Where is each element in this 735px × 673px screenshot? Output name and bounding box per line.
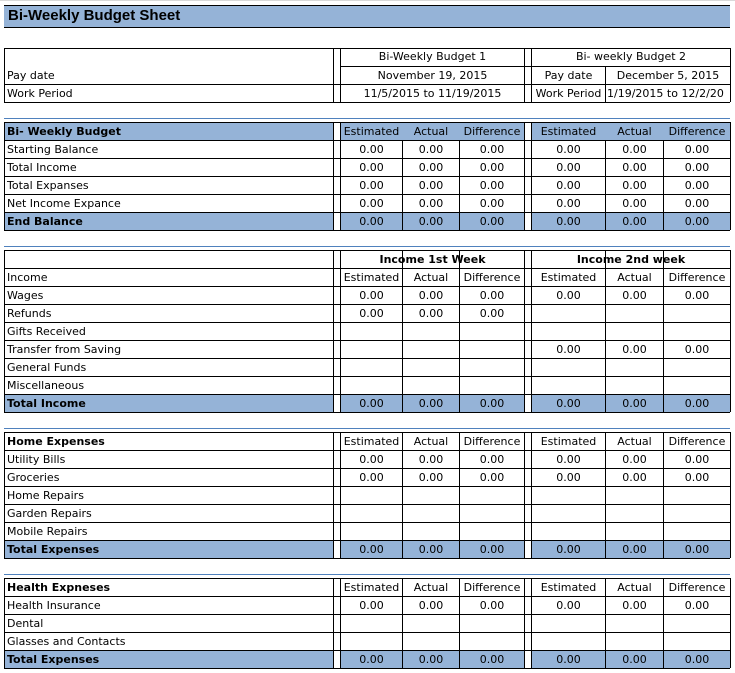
value-cell[interactable]: 0.00 bbox=[684, 289, 710, 302]
value-cell[interactable]: 0.00 bbox=[418, 197, 444, 210]
total-value[interactable]: 0.00 bbox=[606, 395, 663, 412]
row-label[interactable]: Gifts Received bbox=[7, 325, 86, 338]
value-cell[interactable]: 0.00 bbox=[556, 471, 581, 484]
value-cell[interactable]: 0.00 bbox=[684, 599, 710, 612]
pay-date-label-2[interactable]: Pay date bbox=[544, 69, 593, 82]
value-cell[interactable]: 0.00 bbox=[359, 453, 384, 466]
row-label[interactable]: Groceries bbox=[7, 471, 60, 484]
row-label[interactable]: Home Repairs bbox=[7, 489, 84, 502]
total-value[interactable]: 0.00 bbox=[403, 541, 459, 558]
total-label[interactable]: End Balance bbox=[5, 213, 333, 230]
value-cell[interactable]: 0.00 bbox=[556, 453, 581, 466]
value-cell[interactable]: 0.00 bbox=[556, 143, 581, 156]
value-cell[interactable]: 0.00 bbox=[479, 289, 505, 302]
value-cell[interactable]: 0.00 bbox=[479, 179, 505, 192]
value-cell[interactable]: 0.00 bbox=[556, 343, 581, 356]
row-label[interactable]: Transfer from Saving bbox=[7, 343, 122, 356]
row-label[interactable]: Mobile Repairs bbox=[7, 525, 88, 538]
column-header-estimated[interactable]: Estimated bbox=[343, 271, 400, 284]
work-period-2[interactable]: 1/19/2015 to 12/2/20 bbox=[607, 87, 724, 100]
value-cell[interactable]: 0.00 bbox=[418, 471, 444, 484]
value-cell[interactable]: 0.00 bbox=[359, 289, 384, 302]
total-value[interactable]: 0.00 bbox=[460, 651, 524, 668]
value-cell[interactable]: 0.00 bbox=[556, 289, 581, 302]
section-title[interactable]: Health Expneses bbox=[7, 581, 111, 594]
value-cell[interactable]: 0.00 bbox=[684, 197, 710, 210]
total-value[interactable]: 0.00 bbox=[403, 213, 459, 230]
column-header-estimated[interactable]: Estimated bbox=[540, 435, 597, 448]
row-label[interactable]: Starting Balance bbox=[7, 143, 99, 156]
total-value[interactable]: 0.00 bbox=[606, 213, 663, 230]
gridline bbox=[0, 0, 735, 1]
row-label[interactable]: Net Income Expance bbox=[7, 197, 121, 210]
column-header-difference[interactable]: Difference bbox=[668, 435, 726, 448]
value-cell[interactable]: 0.00 bbox=[418, 599, 444, 612]
value-cell[interactable]: 0.00 bbox=[622, 197, 647, 210]
row-label[interactable]: Health Insurance bbox=[7, 599, 101, 612]
column-header-actual[interactable]: Actual bbox=[617, 271, 652, 284]
value-cell[interactable]: 0.00 bbox=[556, 197, 581, 210]
column-header-actual[interactable]: Actual bbox=[617, 125, 652, 138]
total-value[interactable]: 0.00 bbox=[606, 651, 663, 668]
sheet-title[interactable]: Bi-Weekly Budget Sheet bbox=[4, 5, 730, 27]
column-header-actual[interactable]: Actual bbox=[617, 435, 652, 448]
total-label[interactable]: Total Expenses bbox=[5, 541, 333, 558]
column-header-actual[interactable]: Actual bbox=[413, 125, 449, 138]
column-header-estimated[interactable]: Estimated bbox=[343, 581, 400, 594]
value-cell[interactable]: 0.00 bbox=[418, 143, 444, 156]
column-header-estimated[interactable]: Estimated bbox=[540, 271, 597, 284]
column-header-estimated[interactable]: Estimated bbox=[343, 125, 400, 138]
section-title[interactable]: Home Expenses bbox=[7, 435, 105, 448]
week2-header[interactable]: Income 2nd week bbox=[576, 253, 686, 266]
total-value[interactable]: 0.00 bbox=[532, 541, 605, 558]
value-cell[interactable]: 0.00 bbox=[479, 599, 505, 612]
value-cell[interactable]: 0.00 bbox=[359, 197, 384, 210]
total-value[interactable]: 0.00 bbox=[664, 395, 730, 412]
column-header-estimated[interactable]: Estimated bbox=[540, 125, 597, 138]
work-period-label[interactable]: Work Period bbox=[7, 87, 73, 100]
column-header-actual[interactable]: Actual bbox=[617, 581, 652, 594]
total-value[interactable]: 0.00 bbox=[664, 651, 730, 668]
value-cell[interactable]: 0.00 bbox=[622, 599, 647, 612]
value-cell[interactable]: 0.00 bbox=[359, 307, 384, 320]
row-label[interactable]: General Funds bbox=[7, 361, 87, 374]
row-label[interactable]: Dental bbox=[7, 617, 44, 630]
row-label[interactable]: Wages bbox=[7, 289, 44, 302]
total-value[interactable]: 0.00 bbox=[460, 541, 524, 558]
column-header-estimated[interactable]: Estimated bbox=[343, 435, 400, 448]
value-cell[interactable]: 0.00 bbox=[684, 471, 710, 484]
value-cell[interactable]: 0.00 bbox=[359, 471, 384, 484]
total-value[interactable]: 0.00 bbox=[664, 213, 730, 230]
total-label[interactable]: Total Expenses bbox=[5, 651, 333, 668]
total-value[interactable]: 0.00 bbox=[341, 395, 402, 412]
value-cell[interactable]: 0.00 bbox=[479, 307, 505, 320]
value-cell[interactable]: 0.00 bbox=[418, 179, 444, 192]
column-header-difference[interactable]: Difference bbox=[668, 125, 726, 138]
value-cell[interactable]: 0.00 bbox=[418, 289, 444, 302]
column-header-estimated[interactable]: Estimated bbox=[540, 581, 597, 594]
value-cell[interactable]: 0.00 bbox=[684, 179, 710, 192]
total-value[interactable]: 0.00 bbox=[403, 651, 459, 668]
row-label[interactable]: Total Income bbox=[7, 161, 77, 174]
total-value[interactable]: 0.00 bbox=[341, 651, 402, 668]
value-cell[interactable]: 0.00 bbox=[622, 471, 647, 484]
row-label[interactable]: Refunds bbox=[7, 307, 52, 320]
total-value[interactable]: 0.00 bbox=[664, 541, 730, 558]
row-label[interactable]: Miscellaneous bbox=[7, 379, 85, 392]
work-period-1[interactable]: 11/5/2015 to 11/19/2015 bbox=[363, 87, 502, 100]
total-label[interactable]: Total Income bbox=[5, 395, 333, 412]
pay-date-2[interactable]: December 5, 2015 bbox=[616, 69, 720, 82]
total-value[interactable]: 0.00 bbox=[341, 541, 402, 558]
value-cell[interactable]: 0.00 bbox=[418, 161, 444, 174]
value-cell[interactable]: 0.00 bbox=[556, 161, 581, 174]
value-cell[interactable]: 0.00 bbox=[622, 143, 647, 156]
value-cell[interactable]: 0.00 bbox=[479, 143, 505, 156]
total-value[interactable]: 0.00 bbox=[532, 213, 605, 230]
value-cell[interactable]: 0.00 bbox=[479, 471, 505, 484]
total-value[interactable]: 0.00 bbox=[460, 395, 524, 412]
total-value[interactable]: 0.00 bbox=[341, 213, 402, 230]
column-header-difference[interactable]: Difference bbox=[463, 125, 521, 138]
row-label[interactable]: Total Expanses bbox=[7, 179, 89, 192]
column-header-difference[interactable]: Difference bbox=[668, 271, 726, 284]
value-cell[interactable]: 0.00 bbox=[556, 599, 581, 612]
value-cell[interactable]: 0.00 bbox=[684, 161, 710, 174]
column-header-actual[interactable]: Actual bbox=[413, 581, 449, 594]
value-cell[interactable]: 0.00 bbox=[479, 161, 505, 174]
row-label[interactable]: Glasses and Contacts bbox=[7, 635, 126, 648]
value-cell[interactable]: 0.00 bbox=[622, 453, 647, 466]
value-cell[interactable]: 0.00 bbox=[479, 197, 505, 210]
value-cell[interactable]: 0.00 bbox=[622, 179, 647, 192]
column-header-difference[interactable]: Difference bbox=[668, 581, 726, 594]
value-cell[interactable]: 0.00 bbox=[684, 453, 710, 466]
total-value[interactable]: 0.00 bbox=[532, 651, 605, 668]
section-title[interactable]: Income bbox=[7, 271, 48, 284]
column-header-difference[interactable]: Difference bbox=[463, 581, 521, 594]
column-header-actual[interactable]: Actual bbox=[413, 271, 449, 284]
pay-date-1[interactable]: November 19, 2015 bbox=[377, 69, 488, 82]
row-label[interactable]: Utility Bills bbox=[7, 453, 66, 466]
column-header-difference[interactable]: Difference bbox=[463, 271, 521, 284]
value-cell[interactable]: 0.00 bbox=[359, 161, 384, 174]
value-cell[interactable]: 0.00 bbox=[359, 179, 384, 192]
budget2-header[interactable]: Bi- weekly Budget 2 bbox=[575, 50, 687, 63]
budget1-header[interactable]: Bi-Weekly Budget 1 bbox=[378, 50, 487, 63]
value-cell[interactable]: 0.00 bbox=[359, 143, 384, 156]
value-cell[interactable]: 0.00 bbox=[622, 343, 647, 356]
total-value[interactable]: 0.00 bbox=[403, 395, 459, 412]
value-cell[interactable]: 0.00 bbox=[418, 307, 444, 320]
row-label[interactable]: Garden Repairs bbox=[7, 507, 92, 520]
value-cell[interactable]: 0.00 bbox=[556, 179, 581, 192]
week1-header[interactable]: Income 1st Week bbox=[379, 253, 486, 266]
total-value[interactable]: 0.00 bbox=[532, 395, 605, 412]
total-value[interactable]: 0.00 bbox=[460, 213, 524, 230]
pay-date-label[interactable]: Pay date bbox=[7, 69, 55, 82]
value-cell[interactable]: 0.00 bbox=[479, 453, 505, 466]
column-header-difference[interactable]: Difference bbox=[463, 435, 521, 448]
section-title[interactable]: Bi- Weekly Budget bbox=[5, 123, 333, 140]
work-period-label-2[interactable]: Work Period bbox=[535, 87, 602, 100]
column-header-actual[interactable]: Actual bbox=[413, 435, 449, 448]
value-cell[interactable]: 0.00 bbox=[684, 343, 710, 356]
value-cell[interactable]: 0.00 bbox=[359, 599, 384, 612]
value-cell[interactable]: 0.00 bbox=[622, 161, 647, 174]
value-cell[interactable]: 0.00 bbox=[684, 143, 710, 156]
value-cell[interactable]: 0.00 bbox=[418, 453, 444, 466]
value-cell[interactable]: 0.00 bbox=[622, 289, 647, 302]
total-value[interactable]: 0.00 bbox=[606, 541, 663, 558]
